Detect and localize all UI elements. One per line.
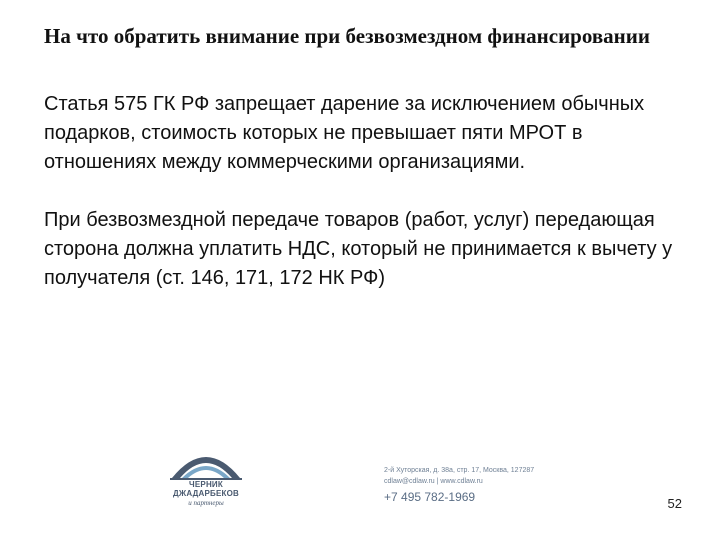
slide-title: На что обратить внимание при безвозмездном финансировании <box>44 24 650 48</box>
logo-name <box>166 480 246 498</box>
logo-name-line1: ЧЕРНИК <box>189 480 223 489</box>
logo-subtitle: и партнеры <box>188 499 224 507</box>
contact-info <box>384 465 604 504</box>
page-number: 52 <box>667 496 682 511</box>
paragraph-gift-restriction: Статья 575 ГК РФ запрещает дарение за исключением обычных подарков, стоимость которых не превышает пяти МРОТ в отношениях между коммерческими организациями. <box>44 93 645 173</box>
contact-web[interactable]: cdlaw@cdlaw.ru | www.cdlaw.ru <box>384 478 483 485</box>
contact-address: 2-й Хуторская, д. 38а, стр. 17, Москва, 127287 <box>384 467 535 474</box>
slide-body <box>44 90 694 293</box>
contact-phone: +7 495 782-1969 <box>384 490 476 504</box>
arch-logo-icon <box>166 442 246 482</box>
company-logo <box>166 442 246 532</box>
paragraph-vat-rule: При безвозмездной передаче товаров (работ, услуг) передающая сторона должна уплатить НДС, который не принимается к вычету у получателя (ст. 146, 171, 172 НК РФ) <box>44 209 673 289</box>
logo-name-line2: ДЖАДАРБЕКОВ <box>173 489 239 498</box>
